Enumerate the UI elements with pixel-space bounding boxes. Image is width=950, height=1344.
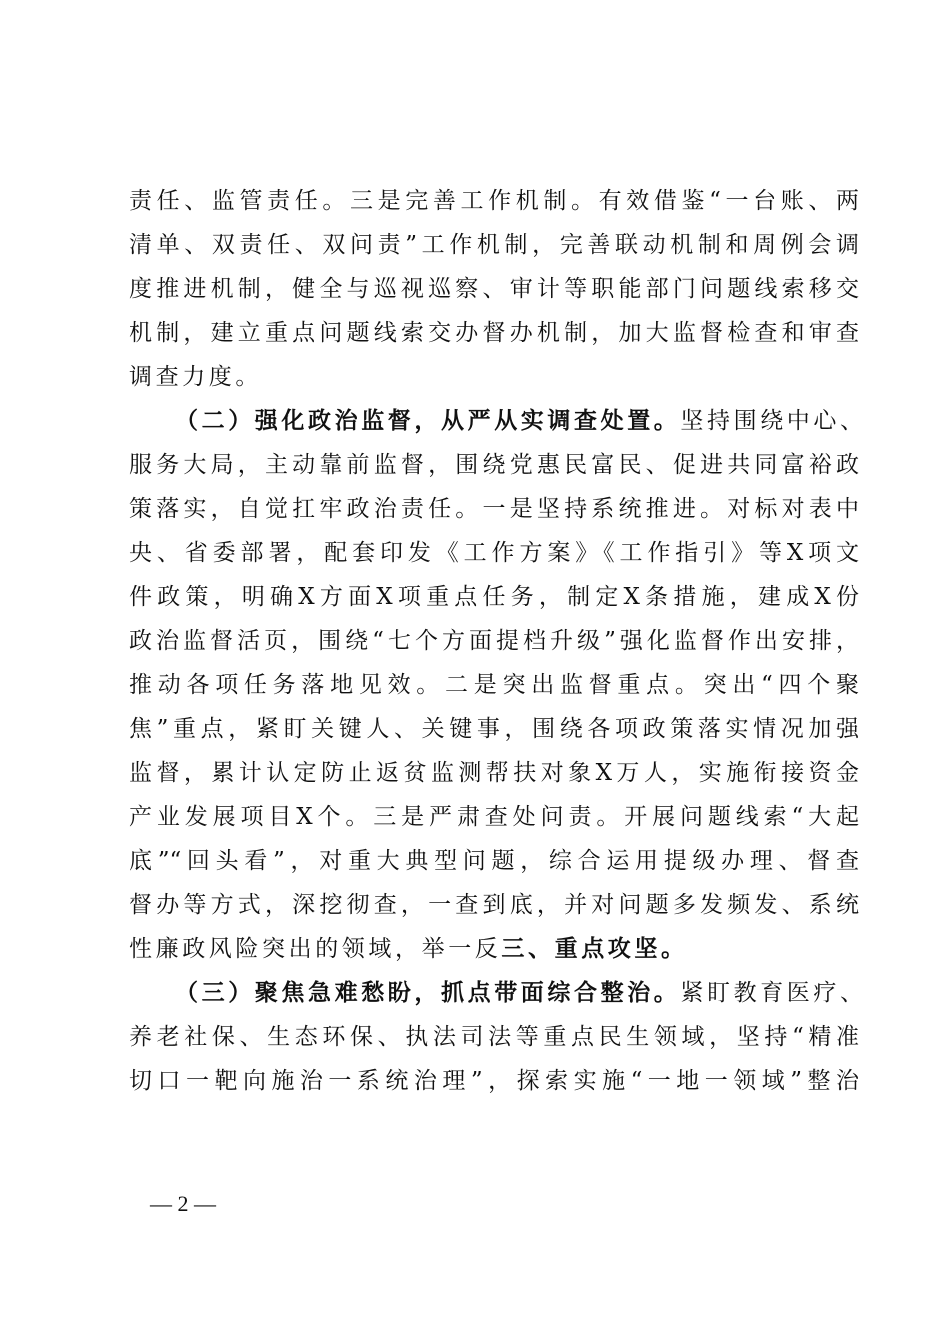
text-span: 坚持围绕中心、 <box>680 408 867 434</box>
text-line: 件政策，明确X方面X项重点任务，制定X条措施，建成X份 <box>129 584 859 610</box>
text-line: 责任、监管责任。三是完善工作机制。有效借鉴“一台账、两 <box>129 188 859 214</box>
text-line: 机制，建立重点问题线索交办督办机制，加大监督检查和审查 <box>129 320 859 346</box>
text-line: 政治监督活页，围绕“七个方面提档升级”强化监督作出安排， <box>129 628 859 654</box>
text-span: 性廉政风险突出的领域，举一反 <box>129 936 502 962</box>
text-line: 度推进机制，健全与巡视巡察、审计等职能部门问题线索移交 <box>129 276 859 302</box>
section-heading: （二）强化政治监督，从严从实调查处置。 <box>175 407 681 434</box>
text-line: 焦”重点，紧盯关键人、关键事，围绕各项政策落实情况加强 <box>129 716 859 742</box>
text-line: 产业发展项目X个。三是严肃查处问责。开展问题线索“大起 <box>129 804 859 830</box>
text-line: 清单、双责任、双问责”工作机制，完善联动机制和周例会调 <box>129 232 859 258</box>
bold-text-span: 三、重点攻坚。 <box>501 935 688 962</box>
body-text <box>129 179 867 1103</box>
text-line: 养老社保、生态环保、执法司法等重点民生领域，坚持“精准 <box>129 1024 859 1050</box>
text-line: 底”“回头看”，对重大典型问题，综合运用提级办理、督查 <box>129 848 859 874</box>
text-line: 推动各项任务落地见效。二是突出监督重点。突出“四个聚 <box>129 672 859 698</box>
text-line: 切口一靶向施治一系统治理”，探索实施“一地一领域”整治 <box>129 1068 859 1094</box>
text-line: 监督，累计认定防止返贫监测帮扶对象X万人，实施衔接资金 <box>129 760 859 786</box>
text-line <box>129 927 859 971</box>
section-heading: （三）聚焦急难愁盼，抓点带面综合整治。 <box>175 979 681 1006</box>
page-number: — 2 — <box>150 1191 216 1216</box>
text-line: 督办等方式，深挖彻查，一查到底，并对问题多发频发、系统 <box>129 892 859 918</box>
text-line: 策落实，自觉扛牢政治责任。一是坚持系统推进。对标对表中 <box>129 496 859 522</box>
section-heading-line <box>129 399 867 443</box>
text-line: 服务大局，主动靠前监督，围绕党惠民富民、促进共同富裕政 <box>129 452 859 478</box>
text-span: 紧盯教育医疗、 <box>680 980 867 1006</box>
text-line: 调查力度。 <box>129 364 262 390</box>
section-heading-line <box>129 971 867 1015</box>
text-line: 央、省委部署，配套印发《工作方案》《工作指引》等X项文 <box>129 540 859 566</box>
